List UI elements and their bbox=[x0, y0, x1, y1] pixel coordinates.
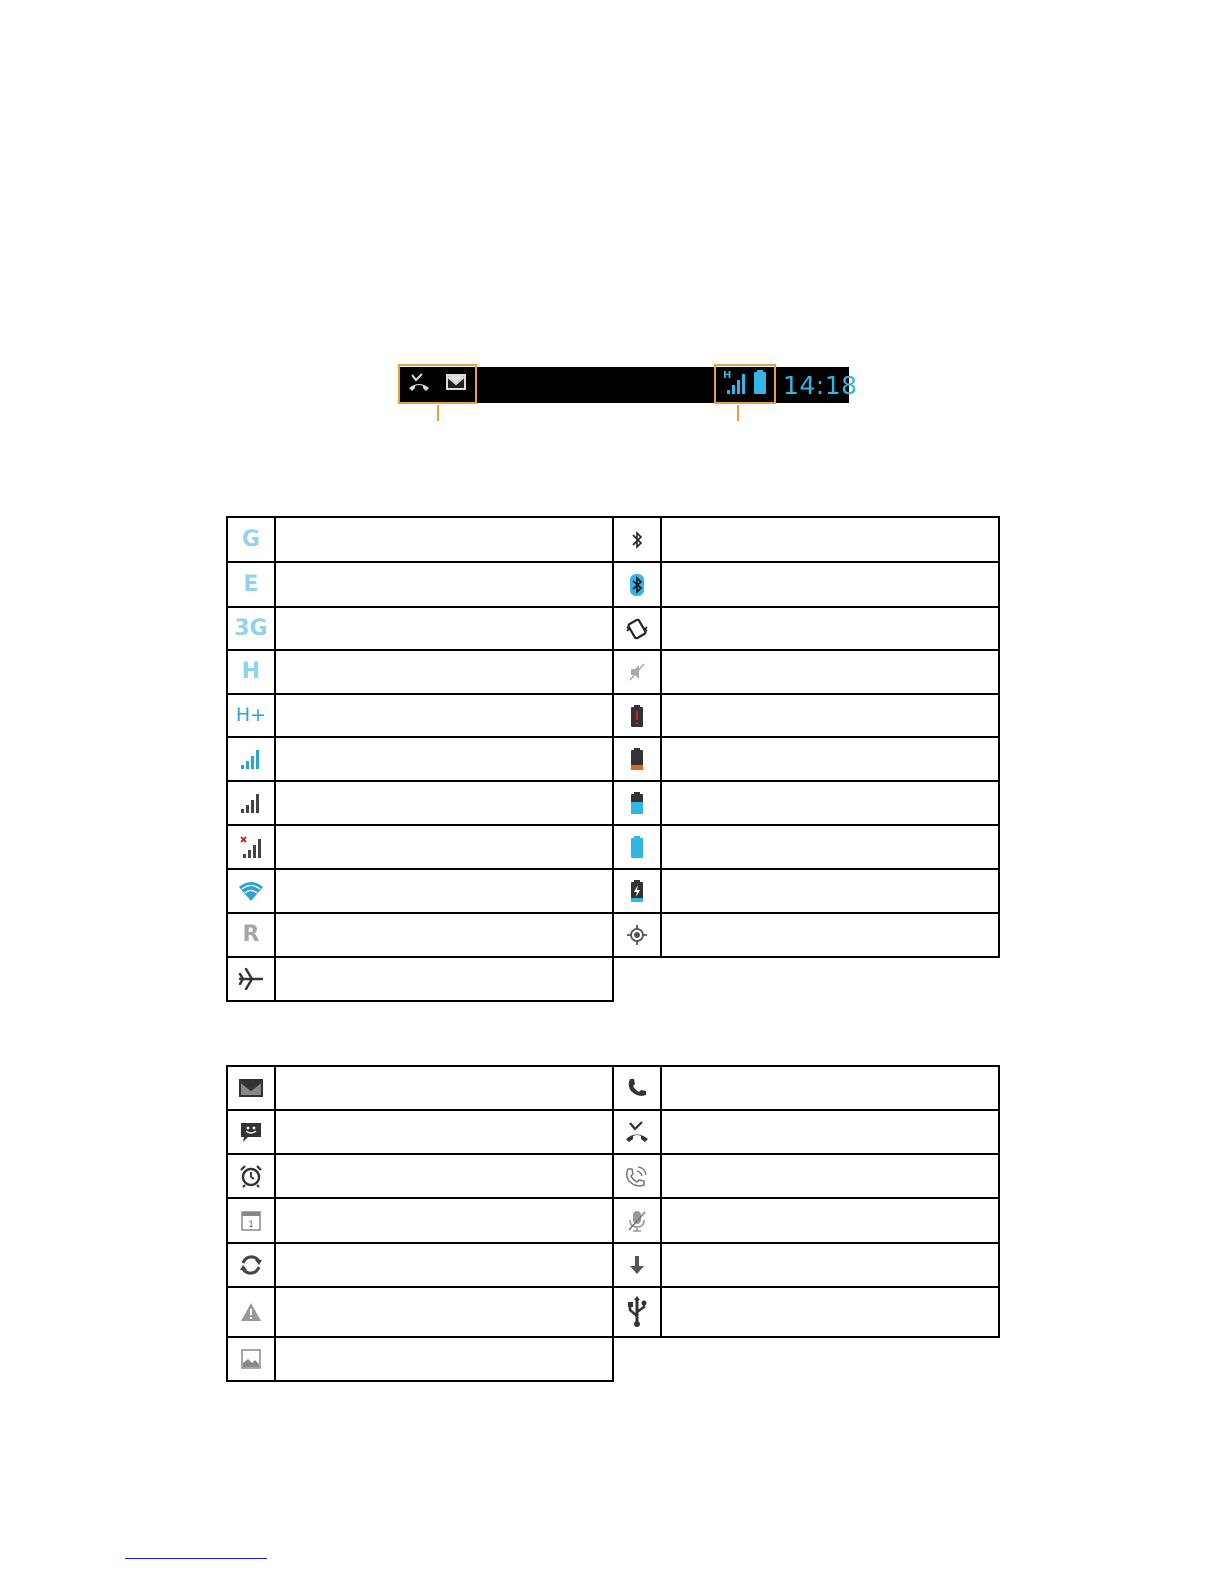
table-row bbox=[227, 1154, 999, 1198]
table-row bbox=[227, 1337, 999, 1381]
status-icons-table bbox=[226, 516, 1000, 1002]
battery-partial-icon bbox=[613, 781, 661, 825]
alarm-icon bbox=[227, 1154, 275, 1198]
table-row bbox=[227, 607, 999, 650]
calendar-icon bbox=[227, 1198, 275, 1243]
airplane-mode-icon bbox=[227, 957, 275, 1001]
table-cell bbox=[661, 562, 999, 607]
notification-callout-line bbox=[437, 405, 439, 421]
svg-text:1: 1 bbox=[248, 1219, 254, 1230]
table-cell bbox=[275, 1243, 613, 1287]
call-in-progress-icon bbox=[613, 1066, 661, 1110]
table-cell bbox=[275, 607, 613, 650]
table-cell bbox=[661, 694, 999, 737]
table-cell bbox=[275, 1198, 613, 1243]
table-row bbox=[227, 913, 999, 957]
status-bar bbox=[400, 367, 858, 403]
3g-icon: 3G bbox=[227, 607, 275, 650]
gprs-icon: G bbox=[227, 517, 275, 562]
svg-text:r: r bbox=[256, 806, 260, 814]
notification-icons-table bbox=[226, 1065, 1000, 1382]
usb-connected-icon bbox=[613, 1287, 661, 1337]
table-cell bbox=[275, 517, 613, 562]
battery-very-low-icon bbox=[613, 694, 661, 737]
table-cell bbox=[275, 825, 613, 869]
hspa-plus-icon: H+ bbox=[227, 694, 275, 737]
table-row bbox=[227, 694, 999, 737]
table-cell bbox=[661, 1110, 999, 1154]
missed-call-icon bbox=[408, 372, 430, 397]
table-cell bbox=[661, 650, 999, 694]
table-cell bbox=[275, 737, 613, 781]
clock-time: 14:18 bbox=[783, 371, 858, 400]
table-cell bbox=[275, 913, 613, 957]
table-cell bbox=[275, 562, 613, 607]
footnote-rule bbox=[125, 1558, 267, 1559]
status-icons-group bbox=[714, 364, 776, 404]
table-cell bbox=[275, 1066, 613, 1110]
roaming-icon: R bbox=[227, 913, 275, 957]
table-cell bbox=[661, 913, 999, 957]
table-row bbox=[227, 1110, 999, 1154]
table-row bbox=[227, 1066, 999, 1110]
status-callout-line bbox=[737, 405, 739, 421]
screenshot-icon bbox=[227, 1337, 275, 1381]
message-icon bbox=[227, 1110, 275, 1154]
table-cell bbox=[661, 1243, 999, 1287]
call-forwarding-icon bbox=[613, 1154, 661, 1198]
table-cell bbox=[275, 1337, 613, 1381]
table-cell bbox=[661, 825, 999, 869]
table-cell bbox=[275, 694, 613, 737]
roaming-signal-icon bbox=[227, 781, 275, 825]
signal-strength-icon bbox=[227, 737, 275, 781]
sync-icon bbox=[227, 1243, 275, 1287]
battery-charging-icon bbox=[613, 869, 661, 913]
table-cell bbox=[275, 1154, 613, 1198]
battery-low-icon bbox=[613, 737, 661, 781]
email-icon bbox=[445, 373, 467, 396]
vibrate-icon bbox=[613, 607, 661, 650]
battery-full-icon bbox=[613, 825, 661, 869]
table-cell bbox=[661, 869, 999, 913]
table-row bbox=[227, 1243, 999, 1287]
warning-icon bbox=[227, 1287, 275, 1337]
battery-full-icon bbox=[753, 369, 767, 400]
table-cell bbox=[275, 650, 613, 694]
notification-icons-group bbox=[398, 364, 477, 404]
table-cell bbox=[661, 607, 999, 650]
table-row bbox=[227, 825, 999, 869]
table-cell bbox=[661, 737, 999, 781]
missed-call-icon bbox=[613, 1110, 661, 1154]
table-row bbox=[227, 517, 999, 562]
table-cell bbox=[661, 1198, 999, 1243]
hspa-signal-icon bbox=[723, 369, 749, 400]
table-row bbox=[227, 781, 999, 825]
table-cell bbox=[275, 1287, 613, 1337]
table-cell bbox=[661, 1066, 999, 1110]
hspa-icon: H bbox=[227, 650, 275, 694]
table-cell bbox=[275, 1110, 613, 1154]
email-icon bbox=[227, 1066, 275, 1110]
edge-icon: E bbox=[227, 562, 275, 607]
table-row bbox=[227, 562, 999, 607]
table-row bbox=[227, 1287, 999, 1337]
table-row bbox=[227, 957, 999, 1001]
table-cell bbox=[661, 781, 999, 825]
table-row bbox=[227, 869, 999, 913]
download-icon bbox=[613, 1243, 661, 1287]
mute-icon bbox=[613, 650, 661, 694]
no-signal-icon bbox=[227, 825, 275, 869]
svg-text:H: H bbox=[723, 369, 732, 381]
table-row bbox=[227, 650, 999, 694]
table-cell bbox=[275, 957, 613, 1001]
table-row bbox=[227, 1198, 999, 1243]
table-cell bbox=[661, 1287, 999, 1337]
table-row bbox=[227, 737, 999, 781]
wifi-icon bbox=[227, 869, 275, 913]
bluetooth-connected-icon bbox=[613, 562, 661, 607]
table-cell bbox=[661, 1154, 999, 1198]
table-cell bbox=[661, 517, 999, 562]
bluetooth-on-icon bbox=[613, 517, 661, 562]
table-cell bbox=[275, 781, 613, 825]
table-cell bbox=[275, 869, 613, 913]
microphone-muted-icon bbox=[613, 1198, 661, 1243]
gps-icon bbox=[613, 913, 661, 957]
